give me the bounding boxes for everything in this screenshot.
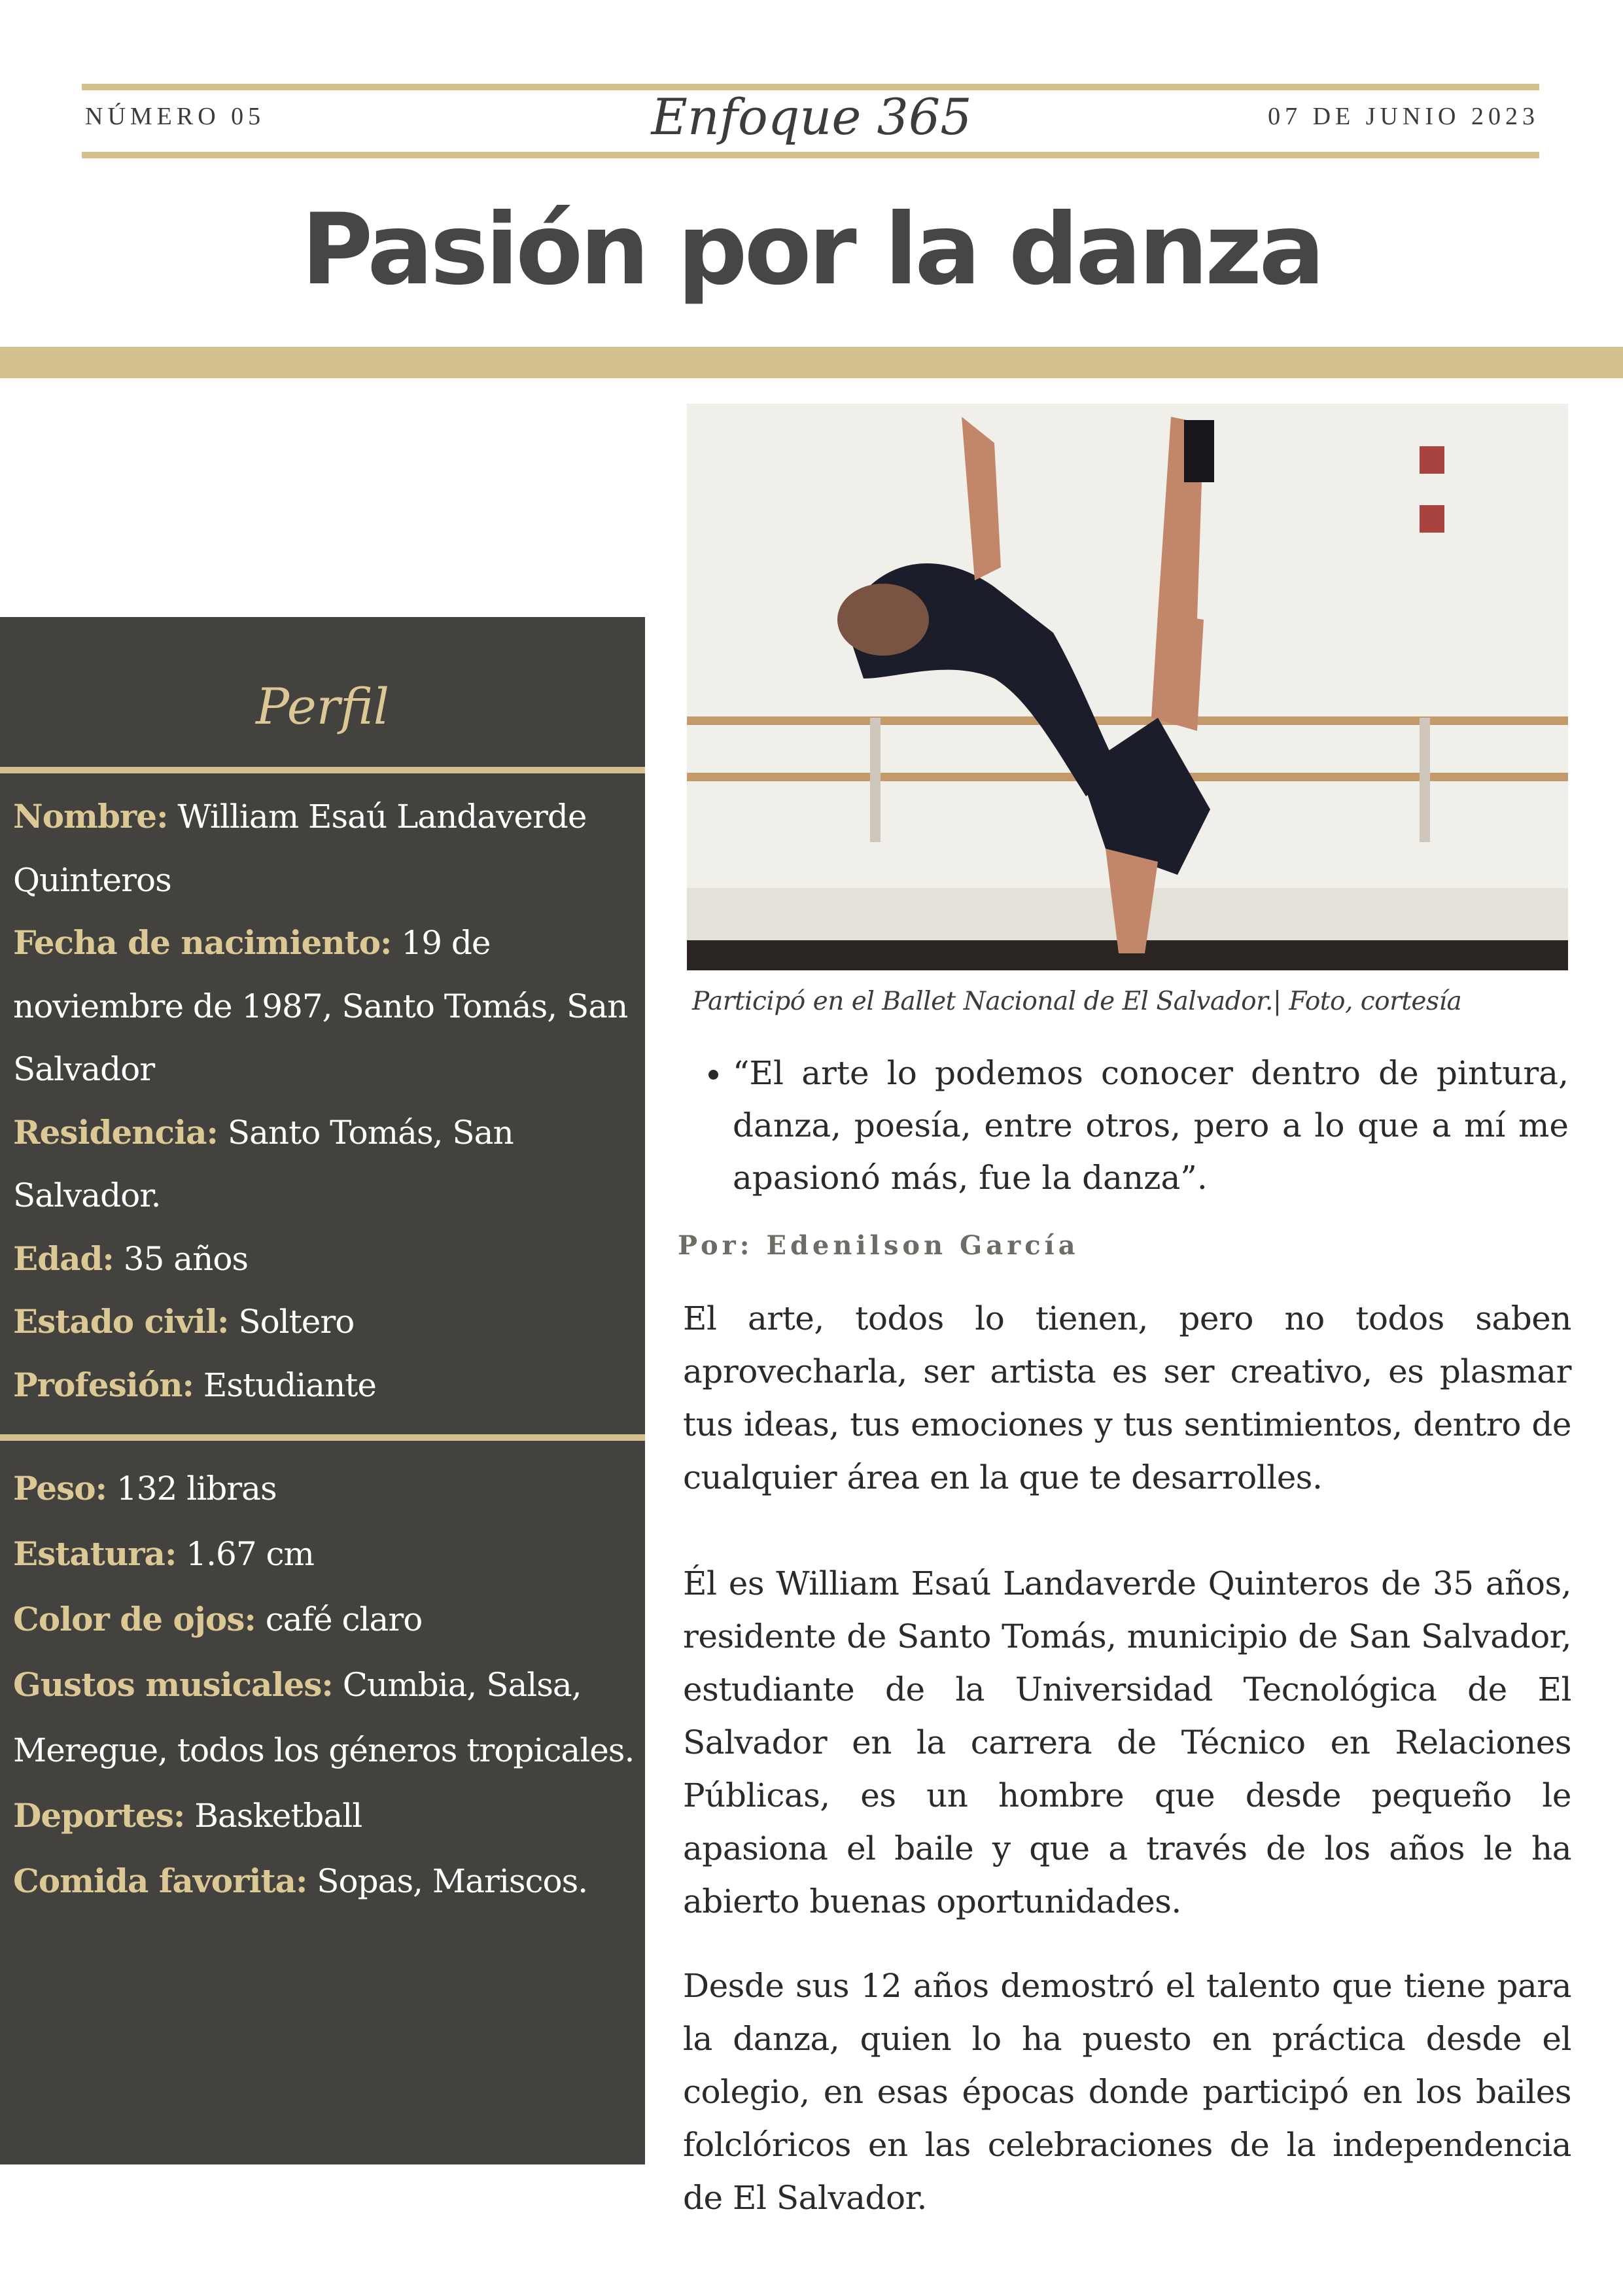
- profile-row: [13, 1456, 635, 1521]
- profile-label: Estado civil:: [13, 1302, 229, 1341]
- profile-row: [13, 1783, 635, 1848]
- profile-value: Basketball: [184, 1797, 362, 1835]
- headline-band: [0, 347, 1623, 378]
- profile-value: café claro: [255, 1600, 423, 1638]
- profile-row: [13, 1652, 635, 1783]
- issue-date: 07 DE JUNIO 2023: [1268, 103, 1539, 130]
- issue-number: NÚMERO 05: [85, 103, 266, 130]
- profile-label: Profesión:: [13, 1365, 194, 1404]
- profile-row: [13, 785, 635, 911]
- profile-row: [13, 1521, 635, 1587]
- profile-row: [13, 1290, 635, 1354]
- profile-list-1: [13, 785, 635, 1417]
- dancer-photo: [687, 404, 1568, 970]
- profile-value: 132 libras: [107, 1470, 277, 1508]
- quote-text: • “El arte lo podemos conocer dentro de pintura, danza, poesía, entre otros, pero a lo que a mí me apasionó más, fue la danza”.: [733, 1047, 1569, 1204]
- profile-row: [13, 1227, 635, 1291]
- profile-row: [13, 1354, 635, 1417]
- article-paragraph-3: Desde sus 12 años demostró el talento que tiene para la danza, quien lo ha puesto en práctica desde el colegio, en esas épocas donde participó en los bailes folclóricos en las celebraciones de la independencia de El Salvador.: [683, 1967, 1571, 2217]
- profile-label: Color de ojos:: [13, 1600, 256, 1638]
- dancer-illustration: [687, 404, 1568, 970]
- profile-value: William Esaú Landaverde Quinteros: [13, 798, 587, 899]
- profile-title-rule: [0, 767, 645, 773]
- profile-label: Residencia:: [13, 1112, 218, 1152]
- profile-label: Nombre:: [13, 797, 168, 836]
- masthead-bottom-rule: [82, 152, 1539, 158]
- profile-row: [13, 1848, 635, 1914]
- article-paragraph-2: Él es William Esaú Landaverde Quinteros de 35 años, residente de Santo Tomás, municipio de San Salvador, estudiante de la Universidad Tecnológica de El Salvador en la carrera de Técnico en Relaciones Públicas, es un hombre que desde pequeño le apasiona el baile y que a través de los años le ha abierto buenas oportunidades.: [683, 1564, 1571, 1920]
- pull-quote: [692, 1047, 1569, 1204]
- profile-value: Sopas, Mariscos.: [307, 1862, 588, 1900]
- profile-value: 1.67 cm: [176, 1535, 314, 1573]
- profile-row: [13, 1587, 635, 1652]
- profile-label: Estatura:: [13, 1534, 177, 1573]
- profile-row: [13, 911, 635, 1101]
- profile-row: [13, 1101, 635, 1227]
- profile-value: 19 de noviembre de 1987, Santo Tomás, San Salvador: [13, 924, 628, 1088]
- profile-divider: [0, 1434, 645, 1441]
- profile-label: Edad:: [13, 1239, 114, 1278]
- profile-value: Soltero: [228, 1303, 355, 1341]
- profile-value: Santo Tomás, San Salvador.: [13, 1113, 514, 1214]
- profile-value: 35 años: [113, 1239, 249, 1278]
- profile-list-2: [13, 1456, 635, 1914]
- profile-label: Deportes:: [13, 1796, 185, 1835]
- profile-title: Perfil: [255, 677, 390, 735]
- photo-caption: Participó en el Ballet Nacional de El Salvador.| Foto, cortesía: [692, 987, 1462, 1016]
- byline: Por: Edenilson García: [678, 1230, 1079, 1261]
- publication-title: Enfoque 365: [651, 88, 972, 146]
- profile-value: Cumbia, Salsa, Meregue, todos los géneros tropicales.: [13, 1666, 635, 1769]
- headline: Pasión por la danza: [301, 193, 1322, 307]
- profile-label: Peso:: [13, 1469, 107, 1508]
- profile-label: Comida favorita:: [13, 1862, 307, 1900]
- profile-label: Fecha de nacimiento:: [13, 923, 392, 962]
- profile-label: Gustos musicales:: [13, 1665, 333, 1704]
- article-paragraph-1: El arte, todos lo tienen, pero no todos saben aprovecharla, ser artista es ser creativo, es plasmar tus ideas, tus emociones y tus sentimientos, dentro de cualquier área en la que te desarrolles.: [683, 1299, 1571, 1496]
- profile-value: Estudiante: [193, 1366, 376, 1404]
